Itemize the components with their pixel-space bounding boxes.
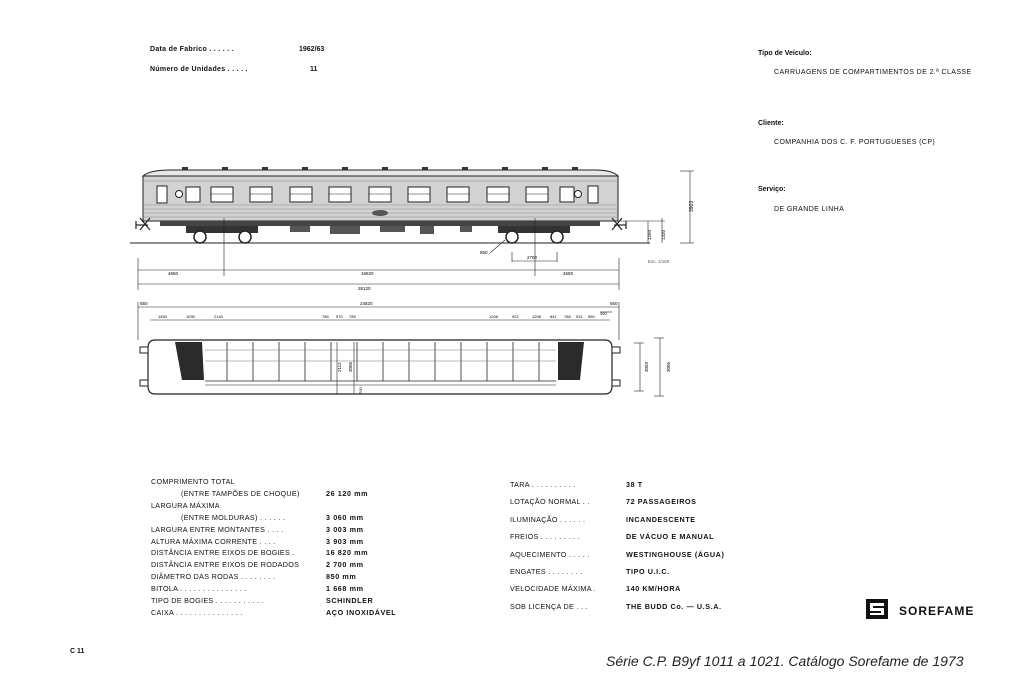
dim-width-3000: 3003 bbox=[644, 361, 649, 372]
units-value: 11 bbox=[310, 66, 318, 73]
spec-row bbox=[510, 528, 724, 545]
service-value: DE GRANDE LINHA bbox=[774, 206, 845, 213]
spec-value: 26 120 mm bbox=[326, 488, 369, 498]
spec-label: TIPO DE BOGIES . . . . . . . . . . . bbox=[151, 596, 265, 606]
dim-floor-height-2: 1320 bbox=[661, 229, 666, 240]
dim-11: 788 bbox=[564, 314, 571, 319]
dim-total-length: 26120 bbox=[358, 286, 371, 291]
dim-bogie-span: 16820 bbox=[361, 271, 374, 276]
spec-value: 16 820 mm bbox=[326, 548, 369, 558]
drawing-scale: Esc. 1/150 bbox=[648, 259, 670, 264]
vehicle-type-label: Tipo de Veículo: bbox=[758, 50, 812, 57]
spec-label: LOTAÇÃO NORMAL . . bbox=[510, 497, 590, 507]
spec-label: LARGURA MÁXIMA bbox=[151, 500, 220, 510]
spec-label: ILUMINAÇÃO . . . . . . bbox=[510, 514, 586, 524]
spec-label: ENGATES . . . . . . . . bbox=[510, 567, 583, 577]
fabrication-date-label: Data de Fabrico . . . . . . bbox=[150, 46, 234, 53]
vehicle-type-value: CARRUAGENS DE COMPARTIMENTOS DE 2.ª CLASSE bbox=[774, 69, 972, 76]
spec-value: WESTINGHOUSE (ÁGUA) bbox=[626, 549, 725, 559]
spec-row bbox=[151, 524, 396, 536]
spec-row bbox=[151, 488, 396, 500]
caption: Série C.P. B9yf 1011 a 1021. Catálogo Sorefame de 1973 bbox=[606, 653, 964, 669]
plan-view bbox=[138, 301, 671, 396]
spec-row bbox=[151, 512, 396, 524]
dim-axle-base: 2700 bbox=[527, 255, 538, 260]
dim-corridor: 700 bbox=[358, 387, 363, 394]
brand-name: SOREFAME bbox=[899, 604, 975, 618]
spec-row bbox=[151, 536, 396, 548]
spec-value: DE VÁCUO E MANUAL bbox=[626, 532, 715, 542]
spec-label: AQUECIMENTO . . . . . bbox=[510, 549, 590, 559]
spec-label: COMPRIMENTO TOTAL bbox=[151, 477, 236, 486]
page-code: C 11 bbox=[70, 648, 85, 655]
dim-9: 1208 bbox=[532, 314, 541, 319]
spec-row bbox=[151, 607, 396, 619]
spec-row bbox=[510, 563, 724, 580]
dim-5: 570 bbox=[336, 314, 343, 319]
spec-value: 850 mm bbox=[326, 572, 357, 582]
dim-1: 1450 bbox=[158, 314, 167, 319]
spec-value: TIPO U.I.C. bbox=[626, 567, 670, 577]
dim-left-overhang: 4650 bbox=[168, 271, 179, 276]
spec-label: (ENTRE TAMPÕES DE CHOQUE) bbox=[181, 488, 300, 498]
spec-value: 3 003 mm bbox=[326, 524, 364, 534]
spec-row bbox=[510, 598, 724, 615]
spec-label: FREIOS . . . . . . . . . bbox=[510, 532, 580, 542]
spec-label: CAIXA . . . . . . . . . . . . . . . bbox=[151, 607, 243, 617]
dim-2: 1030 bbox=[186, 314, 195, 319]
dim-3: 2140 bbox=[214, 314, 223, 319]
spec-row bbox=[151, 595, 396, 607]
dim-12: 531 bbox=[576, 314, 583, 319]
spec-label: (ENTRE MOLDURAS) . . . . . . bbox=[181, 512, 286, 522]
spec-label: DISTÂNCIA ENTRE EIXOS DE BOGIES . bbox=[151, 548, 295, 558]
dim-floor-height-1: 1250 bbox=[647, 229, 652, 240]
fabrication-date-value: 1962/63 bbox=[299, 46, 325, 53]
dim-width-inner: 3006 bbox=[348, 361, 353, 372]
spec-label: DIÂMETRO DAS RODAS . . . . . . . . bbox=[151, 572, 276, 582]
spec-label: TARA . . . . . . . . . . bbox=[510, 480, 576, 489]
sorefame-logo-icon bbox=[866, 599, 888, 619]
spec-value: 2 700 mm bbox=[326, 560, 364, 570]
spec-row bbox=[151, 500, 396, 512]
dim-10: 841 bbox=[550, 314, 557, 319]
dim-7: 1208 bbox=[489, 314, 498, 319]
spec-value: 38 T bbox=[626, 480, 643, 489]
dim-right-overhang: 4650 bbox=[563, 271, 574, 276]
dim-13: 550 bbox=[588, 314, 595, 319]
client-label: Cliente: bbox=[758, 120, 784, 127]
spec-row bbox=[510, 546, 724, 563]
side-elevation bbox=[130, 167, 695, 291]
spec-label: DISTÂNCIA ENTRE EIXOS DE RODADOS bbox=[151, 560, 300, 570]
spec-value: THE BUDD Co. — U.S.A. bbox=[626, 601, 722, 611]
spec-label: VELOCIDADE MÁXIMA . bbox=[510, 584, 596, 594]
spec-value: 3 903 mm bbox=[326, 536, 364, 546]
dim-end-left: 650 bbox=[140, 301, 148, 306]
dim-6: 785 bbox=[349, 314, 356, 319]
dim-end-right: 650 bbox=[610, 301, 618, 306]
spec-row bbox=[151, 583, 396, 595]
dim-wheel-diameter: 850 bbox=[480, 250, 488, 255]
spec-value: 3 060 mm bbox=[326, 512, 364, 522]
spec-row bbox=[151, 547, 396, 559]
spec-value: INCANDESCENTE bbox=[626, 514, 696, 524]
specs-right bbox=[510, 476, 724, 615]
spec-value: 72 PASSAGEIROS bbox=[626, 497, 697, 507]
spec-row bbox=[510, 511, 724, 528]
spec-value: AÇO INOXIDÁVEL bbox=[326, 607, 397, 617]
service-label: Serviço: bbox=[758, 186, 786, 193]
spec-row bbox=[151, 559, 396, 571]
spec-label: LARGURA ENTRE MONTANTES . . . . bbox=[151, 524, 284, 534]
dim-4: 785 bbox=[322, 314, 329, 319]
spec-value: 140 KM/HORA bbox=[626, 584, 681, 594]
dim-side-small: 390 bbox=[600, 311, 607, 316]
dim-aisle: 2112 bbox=[337, 362, 342, 372]
spec-value: 1 668 mm bbox=[326, 584, 364, 594]
spec-label: SOB LICENÇA DE . . . bbox=[510, 601, 588, 611]
spec-row bbox=[510, 580, 724, 597]
right-bogie bbox=[498, 226, 570, 243]
units-label: Número de Unidades . . . . . bbox=[150, 66, 248, 73]
spec-label: BITOLA . . . . . . . . . . . . . . . bbox=[151, 584, 247, 594]
spec-row bbox=[151, 476, 396, 488]
client-value: COMPANHIA DOS C. F. PORTUGUESES (CP) bbox=[774, 139, 936, 146]
spec-value: SCHINDLER bbox=[326, 596, 374, 606]
spec-row bbox=[510, 476, 724, 493]
specs-left bbox=[151, 476, 396, 619]
spec-row bbox=[510, 493, 724, 510]
left-bogie bbox=[186, 226, 258, 243]
dim-width-overall: 3006 bbox=[666, 361, 671, 372]
spec-row bbox=[151, 571, 396, 583]
dim-8: 922 bbox=[512, 314, 519, 319]
dim-inner-length: 24820 bbox=[360, 301, 373, 306]
spec-label: ALTURA MÁXIMA CORRENTE . . . . bbox=[151, 536, 276, 546]
dim-overall-height: 3903 bbox=[689, 200, 695, 212]
